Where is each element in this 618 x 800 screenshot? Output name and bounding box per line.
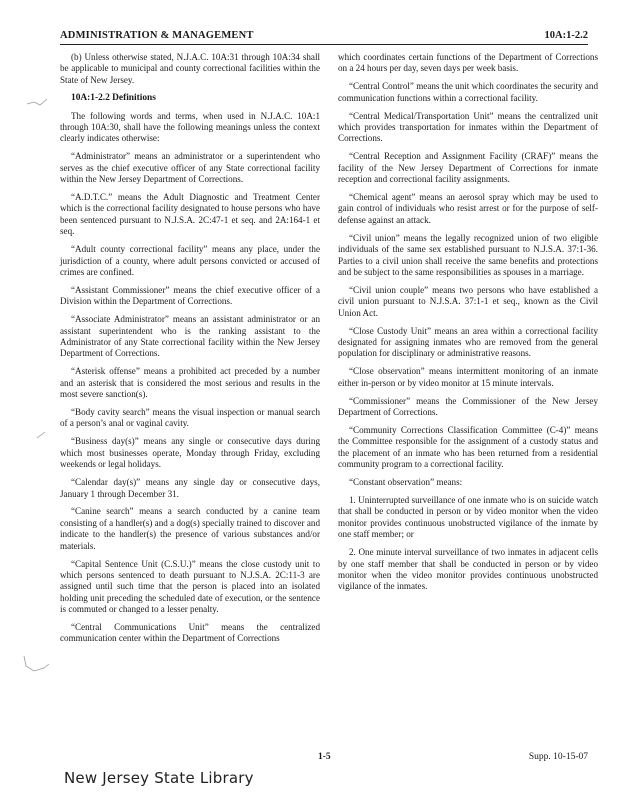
page-number: 1-5 xyxy=(318,752,331,762)
paragraph: which coordinates certain functions of the Department of Corrections on a 24 hours per day, seven days per week basis. xyxy=(338,52,598,74)
section-title: 10A:1-2.2 Definitions xyxy=(71,92,156,103)
list-item: 1. Uninterrupted surveillance of one inmate who is on suicide watch that shall be conducted in person or by video monitor when the video monitor provides continuous unobstructed vigilance of the inmate by one staff member; or xyxy=(338,495,598,540)
definition: “Close observation” means intermittent monitoring of an inmate either in-person or by video monitor at 15 minute intervals. xyxy=(338,366,598,388)
definition: “Adult county correctional facility” means any place, under the jurisdiction of a county, where adult persons convicted or accused of crimes are confined. xyxy=(60,244,320,277)
definition: “Asterisk offense” means a prohibited act preceded by a number and an asterisk that is considered the most serious and results in the most severe sanction(s). xyxy=(60,366,320,400)
margin-mark xyxy=(26,98,48,108)
definition: “Central Medical/Transportation Unit” means the centralized unit which provides transportation for inmates within the Department of Corrections. xyxy=(338,110,598,144)
header-section-number: 10A:1-2.2 xyxy=(544,30,588,41)
definition: “Central Communications Unit” means the centralized communication center within the Department of Corrections xyxy=(60,622,320,644)
definition: “Associate Administrator” means an assistant administrator or an assistant superintendent who is the ranking assistant to the Administrator of any State correctional facility within the New Jersey Department of Corrections. xyxy=(60,314,320,359)
list-item: 2. One minute interval surveillance of two inmates in adjacent cells by one staff member that shall be conducted in person or by video monitor when the video monitor provides continuous unobstructed vigilance of the inmates. xyxy=(338,547,598,592)
definition: “Civil union” means the legally recognized union of two eligible individuals of the same sex established pursuant to N.J.S.A. 37:1-36. Parties to a civil union shall receive the same benefits and protections and be subject to the same responsibilities as spouses in a marriage. xyxy=(338,232,598,277)
definition: “A.D.T.C.” means the Adult Diagnostic and Treatment Center which is the correctional facility designated to house persons who have been sentenced pursuant to N.J.S.A. 2C:47-1 et seq. and 2A:164-1 et seq. xyxy=(60,192,320,237)
definition: “Capital Sentence Unit (C.S.U.)” means the close custody unit to which persons sentenced to death pursuant to N.J.S.A. 2C:11-3 are assigned until such time that the person is placed into an isolated holding unit preceding the scheduled date of execution, or the sentence is commuted or changed to a lesser penalty. xyxy=(60,558,320,615)
definition: “Assistant Commissioner” means the chief executive officer of a Division within the Department of Corrections. xyxy=(60,284,320,307)
running-header xyxy=(60,30,588,45)
definition: “Calendar day(s)” means any single day or consecutive days, January 1 through December 31. xyxy=(60,477,320,499)
supplement-date: Supp. 10-15-07 xyxy=(528,752,588,762)
left-column xyxy=(60,52,320,651)
definition: “Body cavity search” means the visual inspection or manual search of a person’s anal or vaginal cavity. xyxy=(60,407,320,429)
definition: “Community Corrections Classification Committee (C-4)” means the Committee responsible for the assignment of a custody status and the placement of an inmate who has been returned from a residential community program to a correctional facility. xyxy=(338,424,598,470)
paragraph: (b) Unless otherwise stated, N.J.A.C. 10A:31 through 10A:34 shall be applicable to municipal and county correctional facilities within the State of New Jersey. xyxy=(60,52,320,85)
margin-mark xyxy=(22,654,50,674)
right-column xyxy=(338,52,598,599)
definition: “Business day(s)” means any single or consecutive days during which most businesses operate, Monday through Friday, excluding weekends or legal holidays. xyxy=(60,436,320,470)
definition: “Close Custody Unit” means an area within a correctional facility designated for assigning inmates who are removed from the general population for disciplinary or administrative reasons. xyxy=(338,325,598,359)
paragraph: The following words and terms, when used in N.J.A.C. 10A:1 through 10A:30, shall have the following meanings unless the context clearly indicates otherwise: xyxy=(60,110,320,144)
definition: “Chemical agent” means an aerosol spray which may be used to gain control of individuals who resist arrest or for the purpose of self-defense against an attack. xyxy=(338,192,598,225)
definition: “Central Control” means the unit which coordinates the security and communication functions within a correctional facility. xyxy=(338,81,598,103)
definition: “Constant observation” means: xyxy=(349,477,463,488)
header-chapter-title: ADMINISTRATION & MANAGEMENT xyxy=(60,30,254,41)
library-watermark: New Jersey State Library xyxy=(64,769,254,787)
definition: “Central Reception and Assignment Facility (CRAF)” means the facility of the New Jersey Department of Corrections for inmate reception and correctional facility assignments. xyxy=(338,151,598,185)
definition: “Civil union couple” means two persons who have established a civil union pursuant to N.J.S.A. 37:1-1 et seq., known as the Civil Union Act. xyxy=(338,284,598,318)
definition: “Commissioner” means the Commissioner of the New Jersey Department of Corrections. xyxy=(338,395,598,418)
definition: “Canine search” means a search conducted by a canine team consisting of a handler(s) and a dog(s) specially trained to discover and indicate to the handler(s) the presence of various substances and/or materials. xyxy=(60,506,320,551)
definition: “Administrator” means an administrator or a superintendent who serves as the chief executive officer of any State correctional facility within the New Jersey Department of Corrections. xyxy=(60,151,320,185)
margin-mark xyxy=(36,430,46,440)
